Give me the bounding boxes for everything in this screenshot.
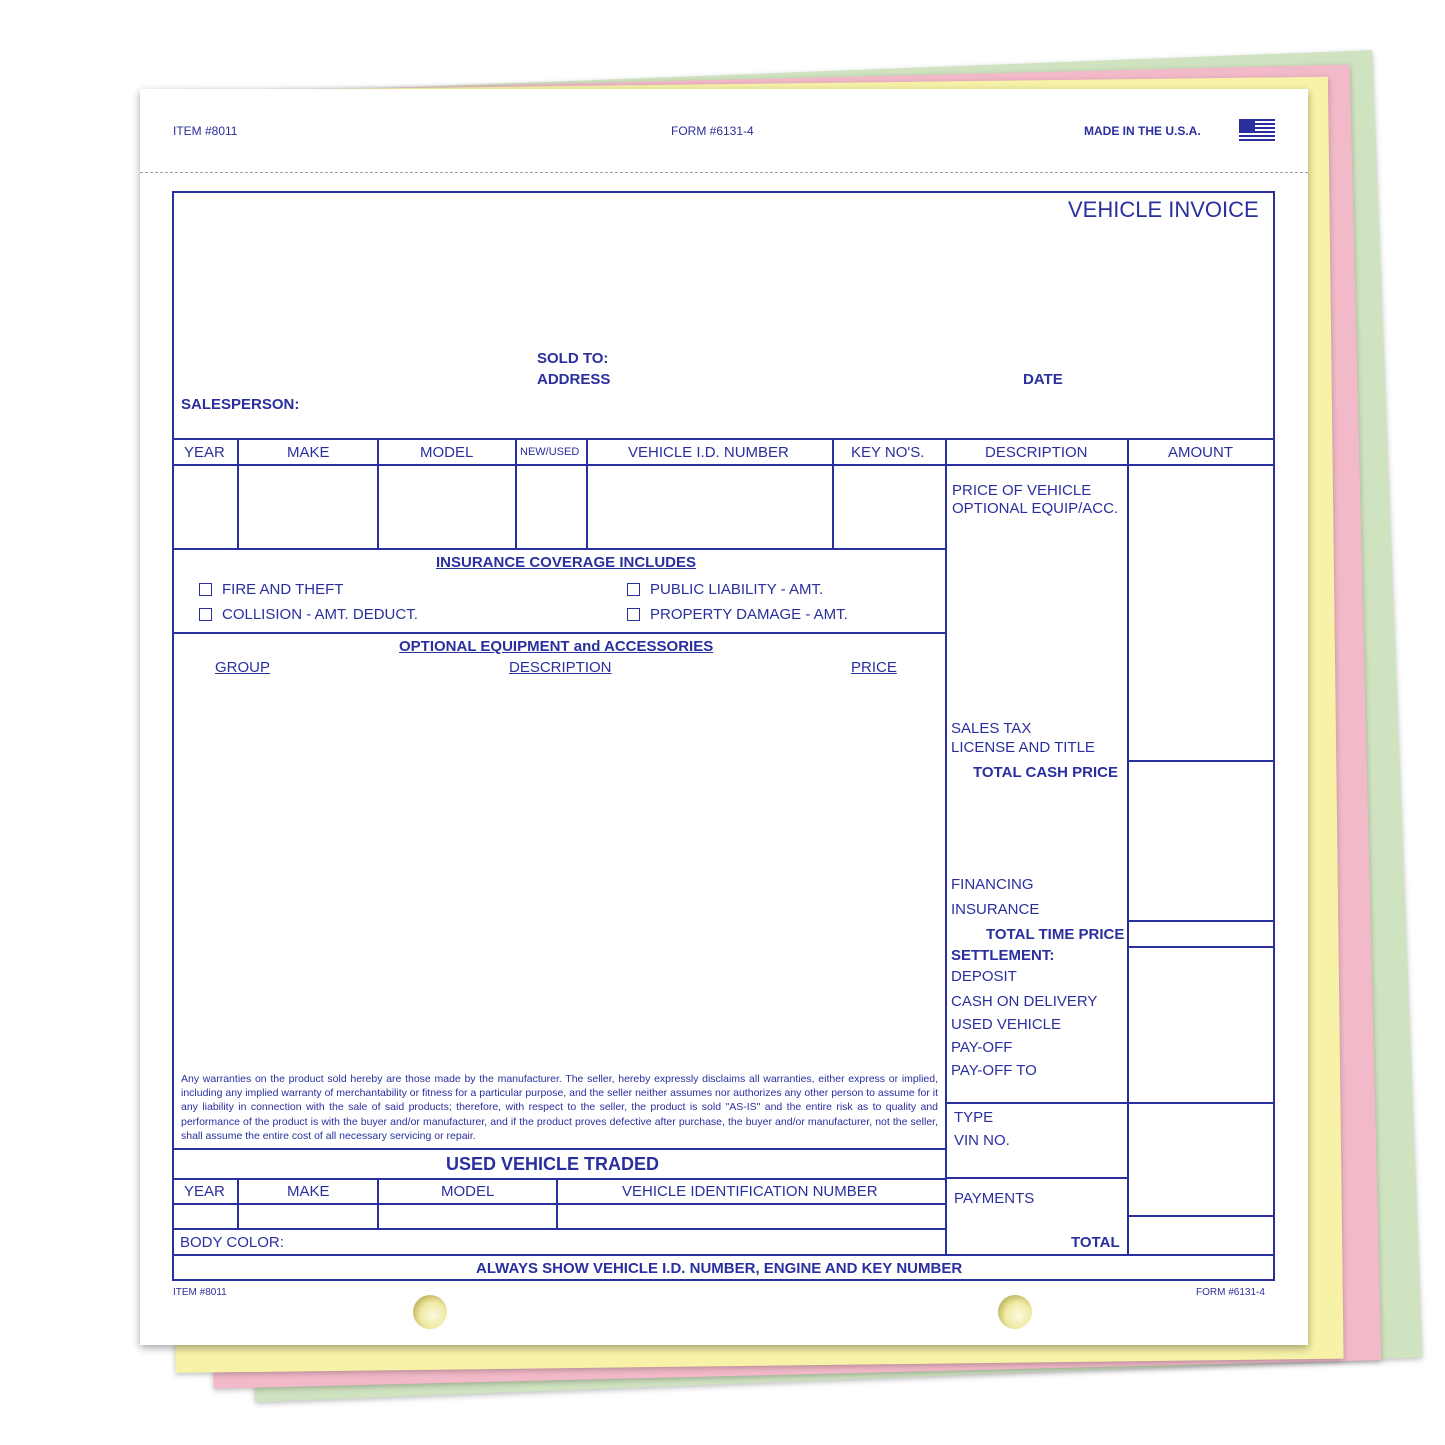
charges-amount-divider xyxy=(1127,438,1129,1256)
traded-col-year: YEAR xyxy=(184,1183,225,1200)
vin-no-label: VIN NO. xyxy=(954,1132,1010,1149)
traded-col-divider xyxy=(556,1178,558,1229)
charges-divider xyxy=(945,1102,1275,1104)
fire-theft-checkbox[interactable] xyxy=(199,583,212,596)
binder-hole xyxy=(413,1295,447,1329)
date-label: DATE xyxy=(1023,371,1063,388)
vehicle-col-divider xyxy=(586,438,588,549)
group-header: GROUP xyxy=(215,659,271,676)
insurance-charge-label: INSURANCE xyxy=(951,901,1040,918)
perforation-line xyxy=(140,172,1308,173)
vehicle-row-bottom xyxy=(172,548,946,550)
address-label: ADDRESS xyxy=(537,371,611,388)
traded-col-model: MODEL xyxy=(441,1183,495,1200)
pay-off-label: PAY-OFF xyxy=(951,1039,1013,1056)
footer-item-number: ITEM #8011 xyxy=(173,1287,227,1298)
header-item-number: ITEM #8011 xyxy=(173,124,238,138)
property-damage-label: PROPERTY DAMAGE - AMT. xyxy=(650,606,848,623)
vehicle-col-divider xyxy=(237,438,239,549)
frame-bottom xyxy=(172,1279,1275,1281)
col-vin: VEHICLE I.D. NUMBER xyxy=(628,444,789,461)
total-cash-price-label: TOTAL CASH PRICE xyxy=(973,764,1119,781)
binder-hole xyxy=(998,1295,1032,1329)
charges-divider xyxy=(945,1177,1128,1179)
col-model: MODEL xyxy=(420,444,474,461)
financing-label: FINANCING xyxy=(951,876,1034,893)
frame-left xyxy=(172,191,174,1281)
traded-header-bottom xyxy=(172,1203,946,1205)
footer-form-number: FORM #6131-4 xyxy=(1196,1287,1265,1298)
traded-header-top xyxy=(172,1178,946,1180)
vehicle-col-divider xyxy=(377,438,379,549)
cash-on-delivery-label: CASH ON DELIVERY xyxy=(951,993,1098,1010)
us-flag-icon xyxy=(1239,119,1275,142)
col-key-nos: KEY NO'S. xyxy=(851,444,925,461)
public-liability-label: PUBLIC LIABILITY - AMT. xyxy=(650,581,824,598)
fire-theft-label: FIRE AND THEFT xyxy=(222,581,344,598)
traded-col-divider xyxy=(237,1178,239,1229)
vehicle-header-bottom xyxy=(172,464,1275,466)
license-title-label: LICENSE AND TITLE xyxy=(951,739,1095,756)
collision-label: COLLISION - AMT. DEDUCT. xyxy=(222,606,418,623)
collision-checkbox[interactable] xyxy=(199,608,212,621)
total-label: TOTAL xyxy=(1071,1234,1120,1251)
equipment-description-header: DESCRIPTION xyxy=(509,659,612,676)
property-damage-checkbox[interactable] xyxy=(627,608,640,621)
payments-label: PAYMENTS xyxy=(954,1190,1035,1207)
frame-top xyxy=(172,191,1275,193)
amount-divider xyxy=(1127,946,1275,948)
amount-divider xyxy=(1127,760,1275,762)
traded-col-vin: VEHICLE IDENTIFICATION NUMBER xyxy=(622,1183,878,1200)
price-header: PRICE xyxy=(851,659,897,676)
footer-notice: ALWAYS SHOW VEHICLE I.D. NUMBER, ENGINE AND KEY NUMBER xyxy=(476,1260,963,1277)
amount-divider xyxy=(1127,920,1275,922)
traded-col-make: MAKE xyxy=(287,1183,330,1200)
header-form-number: FORM #6131-4 xyxy=(671,124,754,138)
col-make: MAKE xyxy=(287,444,330,461)
price-of-vehicle-label: PRICE OF VEHICLE xyxy=(952,482,1092,499)
vehicle-header-top xyxy=(172,438,1275,440)
insurance-bottom-line xyxy=(172,632,946,634)
col-amount: AMOUNT xyxy=(1168,444,1233,461)
total-time-price-label: TOTAL TIME PRICE xyxy=(986,926,1125,943)
public-liability-checkbox[interactable] xyxy=(627,583,640,596)
type-label: TYPE xyxy=(954,1109,994,1126)
sold-to-label: SOLD TO: xyxy=(537,350,609,367)
settlement-label: SETTLEMENT: xyxy=(951,947,1055,964)
footer-top-line xyxy=(172,1254,1275,1256)
used-vehicle-traded-heading: USED VEHICLE TRADED xyxy=(446,1154,660,1174)
col-new-used: NEW/USED xyxy=(520,446,580,458)
traded-row-bottom xyxy=(172,1228,946,1230)
frame-right xyxy=(1273,191,1275,1281)
white-original-sheet xyxy=(140,89,1308,1345)
form-title: VEHICLE INVOICE xyxy=(1068,197,1259,222)
vehicle-col-divider xyxy=(832,438,834,549)
optional-equip-label: OPTIONAL EQUIP/ACC. xyxy=(952,500,1119,517)
optional-equipment-heading: OPTIONAL EQUIPMENT and ACCESSORIES xyxy=(399,638,714,655)
vehicle-col-divider xyxy=(515,438,517,549)
col-year: YEAR xyxy=(184,444,225,461)
used-vehicle-label: USED VEHICLE xyxy=(951,1016,1062,1033)
traded-col-divider xyxy=(377,1178,379,1229)
made-in-usa-label: MADE IN THE U.S.A. xyxy=(1084,124,1201,138)
salesperson-label: SALESPERSON: xyxy=(181,396,300,413)
body-color-label: BODY COLOR: xyxy=(180,1234,284,1251)
traded-top-line xyxy=(172,1148,946,1150)
pay-off-to-label: PAY-OFF TO xyxy=(951,1062,1037,1079)
sales-tax-label: SALES TAX xyxy=(951,720,1032,737)
charges-left-border xyxy=(945,438,947,1256)
warranty-disclaimer: Any warranties on the product sold hereby are those made by the manufacturer. The seller, hereby expressly disclaims all warranties, either express or implied, including any implied warranty of merchantability or fitness for a particular purpose, and the seller neither assumes nor authorizes any other person to assume for it any liability in connection with the sale of said products; therefore, with respect to the seller, the product is sold "AS-IS" and the entire risk as to quality and performance of the product is with the buyer and/or manufacturer, and if the product proves defective after purchase, the buyer and/or manufacturer, not the seller, shall assume the entire cost of all necessary servicing or repair. xyxy=(181,1073,938,1142)
insurance-heading: INSURANCE COVERAGE INCLUDES xyxy=(436,554,697,571)
deposit-label: DEPOSIT xyxy=(951,968,1017,985)
col-description: DESCRIPTION xyxy=(985,444,1088,461)
amount-divider xyxy=(1127,1215,1275,1217)
